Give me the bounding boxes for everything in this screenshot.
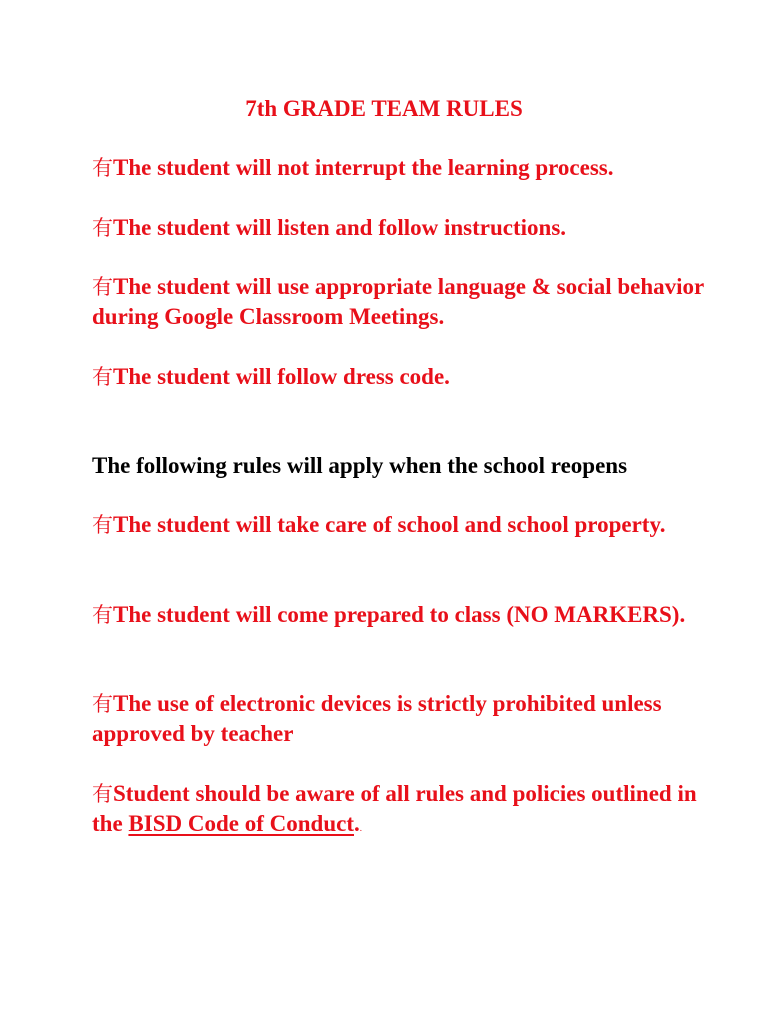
period: . [354,811,360,836]
rule-item [92,153,732,183]
rule-item [92,779,732,843]
tiny-mark: . [359,823,362,833]
bullet-glyph: 有 [92,156,113,180]
rule-item [92,600,732,630]
bullet-glyph: 有 [92,603,113,627]
rule-text: The student will use appropriate language & social behavior during Google Classroom Meetings. [92,274,704,329]
bullet-glyph: 有 [92,365,113,389]
bullet-glyph: 有 [92,275,113,299]
bullet-glyph: 有 [92,513,113,537]
rule-item [92,362,732,392]
bisd-code-of-conduct-link[interactable]: BISD Code of Conduct [128,811,354,836]
rule-text: The student will take care of school and school property. [113,512,666,537]
rule-item [92,213,732,243]
document-title: 7th GRADE TEAM RULES [245,96,523,121]
reopen-heading: The following rules will apply when the school reopens [92,453,628,478]
bullet-glyph: 有 [92,782,113,806]
rule-item [92,689,732,749]
rule-text: The student will listen and follow instructions. [113,215,567,240]
rule-item [92,272,732,332]
rule-item [92,510,732,540]
rule-text: The student will come prepared to class (NO MARKERS). [113,602,686,627]
rule-text: The student will follow dress code. [113,364,450,389]
rule-text: The student will not interrupt the learning process. [113,155,614,180]
rule-text: Student should be aware of all rules and policies outlined in the [92,781,697,836]
bullet-glyph: 有 [92,692,113,716]
bullet-glyph: 有 [92,216,113,240]
rule-text: The use of electronic devices is strictly prohibited unless approved by teacher [92,691,662,746]
